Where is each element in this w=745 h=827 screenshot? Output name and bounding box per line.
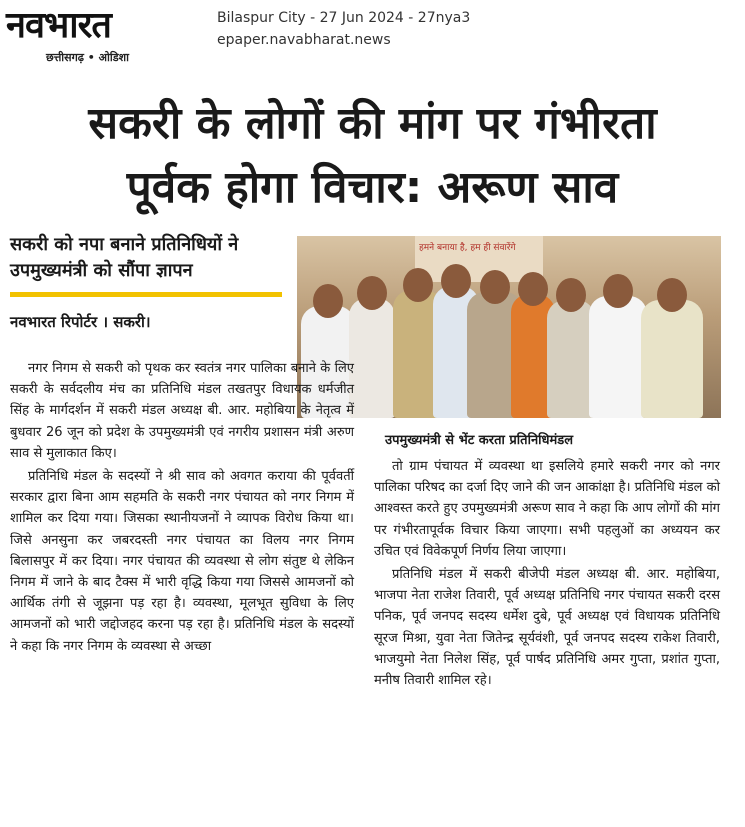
person-head [357,276,387,310]
paragraph: तो ग्राम पंचायत में व्यवस्था था इसलिये हमारे सकरी नगर को नगर पालिका परिषद का दर्जा दिए जाने की जन आकांक्षा है। प्रतिनिधि मंडल को आश्वस्त करते हुए उपमुख्यमंत्री अरूण साव ने कहा कि आप लोगों की मांग पर गंभीरतापूर्वक विचार किया जाएगा। सभी पहलुओं का अध्ययन कर उचित एवं विवेकपूर्ण निर्णय लिया जाएगा। [374,459,720,559]
person-head [313,284,343,318]
site-url[interactable]: epaper.navabharat.news [217,32,391,48]
person-figure [641,300,703,418]
person-head [403,268,433,302]
person-head [657,278,687,312]
person-head [556,278,586,312]
article-column-right [374,456,720,818]
wall-banner-text: हमने बनाया है, हम ही संवारेंगे [419,243,516,253]
newspaper-logo[interactable] [6,4,198,66]
paragraph: प्रतिनिधि मंडल में सकरी बीजेपी मंडल अध्यक्ष बी. आर. महोबिया, भाजपा नेता राजेश तिवारी, पूर्व अध्यक्ष प्रतिनिधि नगर पंचायत सकरी दरस पनिक, पूर्व जनपद सदस्य धर्मेश दुबे, पूर्व अध्यक्ष एवं विधायक प्रतिनिधि सूरज मिश्रा, युवा नेता जितेन्द्र सूर्यवंशी, पूर्व जनपद सदस्य राकेश तिवारी, भाजयुमो नेता निलेश सिंह, पूर्व पार्षद प्रतिनिधि अमर गुप्ता, प्रशांत गुप्ता, मनीष तिवारी शामिल रहे। [374,567,720,689]
person-figure [349,298,395,418]
person-head [480,270,510,304]
subheadline-rule [10,292,282,297]
subheadline: सकरी को नपा बनाने प्रतिनिधियों ने उपमुख्यमंत्री को सौंपा ज्ञापन [10,234,239,281]
person-figure [589,296,647,418]
byline: नवभारत रिपोर्टर । सकरी। [10,313,151,331]
person-figure [547,300,595,418]
headline-line-2: पूर्वक होगा विचार: अरूण साव [126,162,619,213]
edition-line: Bilaspur City - 27 Jun 2024 - 27nya3 [217,10,471,26]
person-head [603,274,633,308]
person-head [518,272,548,306]
person-head [441,264,471,298]
masthead [0,0,745,70]
logo-wordmark: नवभारत [6,5,111,46]
paragraph: प्रतिनिधि मंडल के सदस्यों ने श्री साव को अवगत कराया की पूर्ववर्ती सरकार द्वारा बिना आम सहमति के सकरी नगर पंचायत को नगर निगम में शामिल कर दिया गया। जिसका स्थानीयजनों ने व्यापक विरोध किया था। जिसे अनसुना कर जबरदस्ती नगर पंचायत का विलय नगर निगम बिलासपुर में कर दिया। नगर पंचायत की व्यवस्था से लोग संतुष्ट थे लेकिन निगम में जाने के बाद टैक्स में भारी वृद्धि किया गया जिससे आमजनों को आर्थिक तंगी से जूझना पड़ रहा है। व्यवस्था, मूलभूत सुविधा के लिए आमजनों को भारी जद्दोजहद करना पड़ रहा है। प्रतिनिधि मंडल के सदस्यों ने कहा कि नगर निगम के व्यवस्था से अच्छा [10,469,354,654]
article-photo [297,236,721,418]
logo-tagline: छत्तीसगढ़ • ओडिशा [46,51,129,64]
paragraph: नगर निगम से सकरी को पृथक कर स्वतंत्र नगर पालिका बनाने के लिए सकरी के सर्वदलीय मंच का प्रतिनिधि मंडल तखतपुर विधायक धर्मजीत सिंह के मार्गदर्शन में सकरी मंडल अध्यक्ष बी. आर. महोबिया के नेतृत्व में बुधवार 26 जून को प्रदेश के उपमुख्यमंत्री एवं नगरीय प्रशासन मंत्री अरुण साव से मुलाकात किए। [10,361,354,461]
article-column-left [10,358,354,820]
headline-line-1: सकरी के लोगों की मांग पर गंभीरता [88,98,657,149]
photo-caption: उपमुख्यमंत्री से भेंट करता प्रतिनिधिमंडल [385,433,574,448]
